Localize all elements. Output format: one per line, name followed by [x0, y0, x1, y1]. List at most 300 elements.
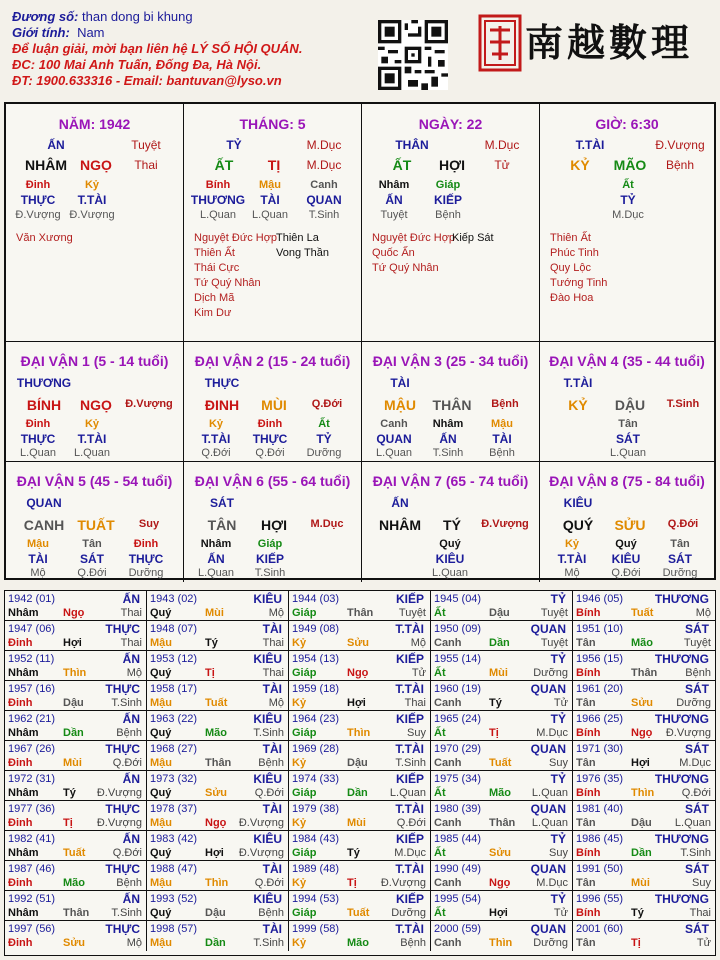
year-stem: Đinh	[8, 937, 33, 949]
year-branch: Dần	[631, 847, 652, 859]
year-label: 1982 (41)	[8, 833, 56, 845]
luck-pillar-cell	[184, 462, 362, 582]
year-state: Bệnh	[258, 757, 284, 769]
luck-title: ĐẠI VẬN 1 (5 - 14 tuổi)	[20, 353, 169, 369]
year-state: Thai	[120, 637, 142, 649]
star-list	[372, 231, 455, 276]
year-label: 1981 (40)	[576, 803, 624, 815]
year-cell	[5, 891, 147, 921]
year-god: SÁT	[685, 922, 709, 936]
year-state: T.Sinh	[680, 847, 711, 859]
hidden-stem: Tân	[670, 538, 690, 550]
luck-state: Bệnh	[491, 398, 519, 410]
pillar-god: T.TÀI	[575, 138, 605, 152]
year-branch: Ngọ	[205, 817, 227, 829]
luck-branch: HỢI	[261, 517, 287, 533]
year-label: 1942 (01)	[8, 593, 56, 605]
year-branch: Sửu	[63, 937, 86, 949]
year-branch: Sửu	[347, 637, 370, 649]
year-stem: Bính	[576, 907, 601, 919]
year-label: 1971 (30)	[576, 743, 624, 755]
hidden-note: T.Sinh	[254, 567, 286, 579]
year-branch: Dậu	[489, 607, 510, 619]
pillar-cell	[184, 104, 362, 342]
year-state: Đ.Vượng	[380, 877, 426, 889]
luck-branch: TÝ	[443, 517, 461, 533]
pillar-title: GIỜ: 6:30	[595, 116, 659, 132]
year-god: TỶ	[550, 652, 566, 666]
hidden-stem: Bính	[205, 179, 231, 191]
year-stem: Bính	[576, 727, 601, 739]
year-god: ẤN	[122, 652, 140, 666]
year-cell	[147, 591, 289, 621]
year-label: 1954 (13)	[292, 653, 340, 665]
year-state: Mộ	[126, 937, 142, 949]
hidden-stem: Canh	[380, 418, 408, 430]
pillar-branch: HỢI	[439, 157, 465, 173]
hidden-stem: Kỷ	[84, 179, 100, 191]
year-state: L.Quan	[531, 787, 568, 799]
year-god: QUAN	[530, 862, 566, 876]
year-state: Bệnh	[685, 667, 711, 679]
year-branch: Ngọ	[631, 727, 653, 739]
year-branch: Mão	[205, 727, 227, 739]
year-stem: Tân	[576, 937, 596, 949]
year-god: T.TÀI	[395, 862, 424, 876]
year-state: Đ.Vượng	[665, 727, 711, 739]
year-label: 1980 (39)	[434, 803, 482, 815]
star-list	[16, 231, 73, 246]
star-name: Quốc Ấn	[372, 247, 415, 259]
year-god: QUAN	[530, 922, 566, 936]
year-label: 1945 (04)	[434, 593, 482, 605]
pillar-stem: KỶ	[570, 157, 590, 173]
year-cell	[573, 591, 715, 621]
year-branch: Ngọ	[347, 667, 369, 679]
year-label: 1973 (32)	[150, 773, 198, 785]
year-branch: Ngọ	[489, 877, 511, 889]
star-list	[550, 231, 607, 306]
year-god: THỰC	[105, 862, 140, 876]
year-state: L.Quan	[531, 817, 568, 829]
year-stem: Nhâm	[8, 607, 39, 619]
luck-state: Q.Đới	[667, 518, 699, 530]
year-god: KIẾP	[395, 772, 424, 786]
year-god: SÁT	[685, 682, 709, 696]
year-god: THỰC	[105, 622, 140, 636]
year-cell	[5, 711, 147, 741]
year-branch: Mùi	[631, 877, 650, 889]
year-label: 1959 (18)	[292, 683, 340, 695]
hidden-note: Q.Đới	[77, 567, 107, 579]
year-state: Dưỡng	[533, 667, 568, 679]
pillar-god: TỶ	[226, 138, 242, 152]
hidden-god: ẤN	[207, 552, 225, 566]
seal-stamp-icon	[478, 14, 522, 72]
year-god: THƯƠNG	[654, 832, 709, 846]
year-stem: Canh	[434, 877, 462, 889]
year-god: TÀI	[262, 742, 282, 756]
year-cell	[5, 741, 147, 771]
header-info	[12, 9, 302, 89]
year-cell	[5, 771, 147, 801]
luck-pillar-cell	[362, 462, 540, 582]
year-label: 1948 (07)	[150, 623, 198, 635]
hidden-god: THỰC	[20, 432, 56, 446]
hidden-god: THỰC	[252, 432, 288, 446]
year-cell	[431, 831, 573, 861]
year-god: T.TÀI	[395, 802, 424, 816]
year-god: ẤN	[122, 592, 140, 606]
year-cell	[431, 681, 573, 711]
year-stem: Đinh	[8, 877, 33, 889]
hidden-note: Dưỡng	[306, 447, 342, 459]
year-state: M.Dục	[536, 727, 568, 739]
year-cell	[289, 771, 431, 801]
year-state: Suy	[407, 727, 426, 739]
year-stem: Mậu	[150, 637, 172, 649]
luck-state: M.Dục	[310, 518, 344, 530]
year-cell	[289, 711, 431, 741]
year-god: SÁT	[685, 622, 709, 636]
pillar-stem: ẤT	[392, 157, 412, 173]
year-cell	[5, 921, 147, 951]
luck-stem: BÍNH	[26, 397, 62, 413]
year-stem: Ất	[434, 667, 446, 679]
year-label: 1964 (23)	[292, 713, 340, 725]
year-god: TỶ	[550, 832, 566, 846]
year-state: Tuyệt	[398, 607, 426, 619]
year-god: KIẾP	[395, 712, 424, 726]
star-name: Kim Dư	[194, 307, 232, 319]
star-name: Nguyệt Đức Hợp	[194, 232, 278, 244]
year-cell	[431, 711, 573, 741]
hidden-stem: Canh	[310, 179, 338, 191]
brand-logo: 南越數理	[525, 20, 694, 65]
year-cell	[5, 651, 147, 681]
year-state: M.Dục	[394, 847, 426, 859]
year-state: Dưỡng	[391, 907, 426, 919]
pillar-state: Bệnh	[665, 158, 695, 172]
year-god: THỰC	[105, 682, 140, 696]
year-god: THƯƠNG	[654, 892, 709, 906]
hidden-stem: Tân	[618, 418, 638, 430]
hidden-god: THỰC	[20, 193, 56, 207]
hidden-god: T.TÀI	[201, 432, 231, 446]
luck-title: ĐẠI VẬN 2 (15 - 24 tuổi)	[194, 353, 351, 369]
year-stem: Tân	[576, 637, 596, 649]
year-branch: Mão	[489, 787, 511, 799]
year-cell	[573, 651, 715, 681]
year-state: Mộ	[410, 637, 426, 649]
year-label: 1951 (10)	[576, 623, 624, 635]
year-state: Dưỡng	[676, 697, 711, 709]
star-name: Thiên Ất	[550, 232, 591, 244]
year-god: T.TÀI	[395, 682, 424, 696]
year-label: 1968 (27)	[150, 743, 198, 755]
year-stem: Mậu	[150, 937, 172, 949]
year-branch: Sửu	[205, 787, 228, 799]
year-state: Bệnh	[116, 727, 142, 739]
hidden-stem: Tân	[82, 538, 102, 550]
year-stem: Quý	[150, 787, 172, 799]
year-label: 1997 (56)	[8, 923, 56, 935]
year-stem: Mậu	[150, 697, 172, 709]
pillar-extra: M.Dục	[484, 138, 520, 152]
year-branch: Dần	[347, 787, 368, 799]
year-god: ẤN	[122, 892, 140, 906]
year-branch: Thìn	[631, 787, 655, 799]
hidden-note: L.Quan	[251, 209, 289, 221]
year-label: 1990 (49)	[434, 863, 482, 875]
star-name: Tứ Quý Nhân	[194, 277, 261, 289]
year-cell	[573, 681, 715, 711]
year-label: 1943 (02)	[150, 593, 198, 605]
year-stem: Canh	[434, 697, 462, 709]
contact-line-1: Để luận giải, mời bạn liên hệ LÝ SỐ HỘI QUÁN.	[12, 41, 303, 56]
year-stem: Giáp	[292, 787, 317, 799]
year-label: 1962 (21)	[8, 713, 56, 725]
hidden-stem: Ất	[318, 418, 330, 430]
hidden-god: THƯƠNG	[190, 193, 246, 207]
year-stem: Kỷ	[292, 877, 307, 889]
year-cell	[147, 621, 289, 651]
hidden-note: Đ.Vượng	[15, 209, 61, 221]
year-cell	[431, 771, 573, 801]
year-branch: Tý	[205, 637, 218, 649]
pillar-extra: Đ.Vượng	[655, 138, 705, 152]
hidden-god: KIÊU	[435, 552, 465, 566]
hidden-god: KIÊU	[611, 552, 641, 566]
hidden-god: ẤN	[385, 193, 403, 207]
luck-stem: ĐINH	[204, 397, 240, 413]
year-stem: Quý	[150, 667, 172, 679]
star-name: Thiên Ất	[194, 247, 235, 259]
year-stem: Đinh	[8, 817, 33, 829]
star-name: Kiếp Sát	[452, 232, 494, 244]
luck-title: ĐẠI VẬN 7 (65 - 74 tuổi)	[372, 473, 529, 489]
year-label: 1988 (47)	[150, 863, 198, 875]
year-cell	[5, 621, 147, 651]
star-name: Dịch Mã	[194, 292, 235, 304]
luck-god: KIÊU	[563, 496, 593, 510]
year-cell	[289, 681, 431, 711]
year-branch: Mão	[347, 937, 369, 949]
star-name: Nguyệt Đức Hợp	[372, 232, 456, 244]
year-stem: Giáp	[292, 667, 317, 679]
year-cell	[573, 801, 715, 831]
hidden-stem: Kỷ	[208, 418, 224, 430]
hidden-stem: Kỷ	[84, 418, 100, 430]
hidden-note: M.Dục	[612, 209, 644, 221]
year-state: Q.Đới	[396, 817, 426, 829]
year-label: 1978 (37)	[150, 803, 198, 815]
year-stem: Kỷ	[292, 817, 307, 829]
year-branch: Mão	[63, 877, 85, 889]
year-branch: Ngọ	[63, 607, 85, 619]
year-state: L.Quan	[674, 817, 711, 829]
hidden-note: L.Quan	[431, 567, 469, 579]
year-label: 1950 (09)	[434, 623, 482, 635]
year-label: 1996 (55)	[576, 893, 624, 905]
year-cell	[5, 831, 147, 861]
year-state: Thai	[404, 697, 426, 709]
year-label: 2001 (60)	[576, 923, 624, 935]
year-label: 1967 (26)	[8, 743, 56, 755]
year-god: KIÊU	[253, 772, 282, 786]
pillar-cell	[362, 104, 540, 342]
year-state: L.Quan	[389, 787, 426, 799]
year-cell	[147, 711, 289, 741]
year-branch: Tị	[489, 727, 499, 739]
year-label: 1946 (05)	[576, 593, 624, 605]
year-stem: Ất	[434, 787, 446, 799]
pillar-title: THÁNG: 5	[239, 116, 306, 132]
year-stem: Nhâm	[8, 667, 39, 679]
year-branch: Thìn	[489, 937, 513, 949]
luck-god: QUAN	[26, 496, 62, 510]
year-cell	[573, 921, 715, 951]
year-stem: Tân	[576, 757, 596, 769]
year-state: Thai	[262, 637, 284, 649]
year-label: 1975 (34)	[434, 773, 482, 785]
pillar-god: ẤN	[47, 138, 65, 152]
star-name: Thái Cực	[194, 262, 240, 274]
year-label: 1984 (43)	[292, 833, 340, 845]
year-stem: Tân	[576, 877, 596, 889]
year-state: T.Sinh	[253, 937, 284, 949]
hidden-note: Dưỡng	[128, 567, 164, 579]
year-branch: Tuất	[347, 907, 370, 919]
year-state: Mộ	[268, 697, 284, 709]
year-state: M.Dục	[536, 877, 568, 889]
year-god: TÀI	[262, 922, 282, 936]
year-label: 1960 (19)	[434, 683, 482, 695]
year-stem: Mậu	[150, 877, 172, 889]
year-state: Suy	[549, 847, 568, 859]
luck-branch: DẬU	[614, 397, 646, 413]
hidden-god: T.TÀI	[77, 193, 107, 207]
year-god: QUAN	[530, 802, 566, 816]
year-god: KIẾP	[395, 652, 424, 666]
year-stem: Canh	[434, 757, 462, 769]
year-god: QUAN	[530, 622, 566, 636]
star-list-secondary	[276, 231, 329, 261]
year-god: QUAN	[530, 682, 566, 696]
contact-line-3: ĐT: 1900.633316 - Email: bantuvan@lyso.vn	[12, 73, 282, 88]
year-stem: Ất	[434, 727, 446, 739]
luck-title: ĐẠI VẬN 3 (25 - 34 tuổi)	[372, 353, 529, 369]
year-stem: Quý	[150, 727, 172, 739]
year-stem: Giáp	[292, 847, 317, 859]
year-state: T.Sinh	[111, 697, 142, 709]
hidden-stem: Giáp	[257, 538, 283, 550]
hidden-note: Q.Đới	[255, 447, 285, 459]
year-cell	[147, 831, 289, 861]
year-branch: Sửu	[631, 697, 654, 709]
year-stem: Kỷ	[292, 697, 307, 709]
year-god: TỶ	[550, 712, 566, 726]
luck-title: ĐẠI VẬN 6 (55 - 64 tuổi)	[194, 473, 351, 489]
luck-state: T.Sinh	[666, 398, 700, 410]
year-label: 1989 (48)	[292, 863, 340, 875]
luck-state: Suy	[138, 518, 160, 530]
pillar-state: Tử	[494, 158, 510, 172]
year-cell	[147, 651, 289, 681]
year-label: 1992 (51)	[8, 893, 56, 905]
hidden-note: Dưỡng	[662, 567, 698, 579]
year-state: Tử	[553, 697, 568, 709]
star-list-secondary	[452, 231, 494, 246]
year-god: ẤN	[122, 772, 140, 786]
year-stem: Kỷ	[292, 757, 307, 769]
year-label: 1969 (28)	[292, 743, 340, 755]
year-cell	[5, 681, 147, 711]
year-branch: Mùi	[205, 607, 224, 619]
luck-pillar-cell	[6, 462, 184, 582]
hidden-note: Đ.Vượng	[69, 209, 115, 221]
luck-god: T.TÀI	[563, 376, 593, 390]
year-cell	[5, 861, 147, 891]
year-god: THƯƠNG	[654, 772, 709, 786]
luck-branch: THÂN	[432, 397, 472, 413]
year-label: 1970 (29)	[434, 743, 482, 755]
year-branch: Tý	[631, 907, 644, 919]
luck-pillar-cell	[6, 342, 184, 462]
year-state: Q.Đới	[112, 847, 142, 859]
year-stem: Mậu	[150, 757, 172, 769]
year-branch: Tị	[63, 817, 73, 829]
year-state: Đ.Vượng	[238, 847, 284, 859]
header	[0, 0, 720, 100]
luck-title: ĐẠI VẬN 4 (35 - 44 tuổi)	[549, 353, 705, 369]
year-stem: Bính	[576, 607, 601, 619]
year-stem: Canh	[434, 817, 462, 829]
star-name: Đào Hoa	[550, 292, 594, 304]
year-cell	[573, 831, 715, 861]
year-god: TÀI	[262, 622, 282, 636]
year-god: KIÊU	[253, 592, 282, 606]
year-branch: Thìn	[205, 877, 229, 889]
year-cell	[289, 651, 431, 681]
year-branch: Hợi	[63, 637, 82, 649]
contact-line-2: ĐC: 100 Mai Anh Tuấn, Đống Đa, Hà Nội.	[12, 57, 262, 72]
year-state: Đ.Vượng	[238, 817, 284, 829]
pillar-god: THÂN	[395, 138, 429, 152]
year-cell	[573, 741, 715, 771]
year-cell	[431, 891, 573, 921]
hidden-god: QUAN	[376, 432, 412, 446]
luck-state: Q.Đới	[311, 398, 343, 410]
year-god: TÀI	[262, 862, 282, 876]
star-name: Phúc Tinh	[550, 247, 599, 259]
year-label: 1985 (44)	[434, 833, 482, 845]
year-branch: Dậu	[347, 757, 368, 769]
year-label: 1965 (24)	[434, 713, 482, 725]
luck-pillar-cell	[362, 342, 540, 462]
year-stem: Nhâm	[8, 847, 39, 859]
year-cell	[289, 591, 431, 621]
luck-god: THƯƠNG	[16, 376, 72, 390]
luck-stem: TÂN	[207, 517, 237, 533]
hidden-stem: Đinh	[257, 418, 283, 430]
year-branch: Tuất	[63, 847, 86, 859]
year-label: 1949 (08)	[292, 623, 340, 635]
year-state: Q.Đới	[254, 877, 284, 889]
name-label: Đương số:	[12, 9, 79, 24]
hidden-stem: Kỷ	[564, 538, 580, 550]
pillar-branch: NGỌ	[80, 157, 112, 173]
